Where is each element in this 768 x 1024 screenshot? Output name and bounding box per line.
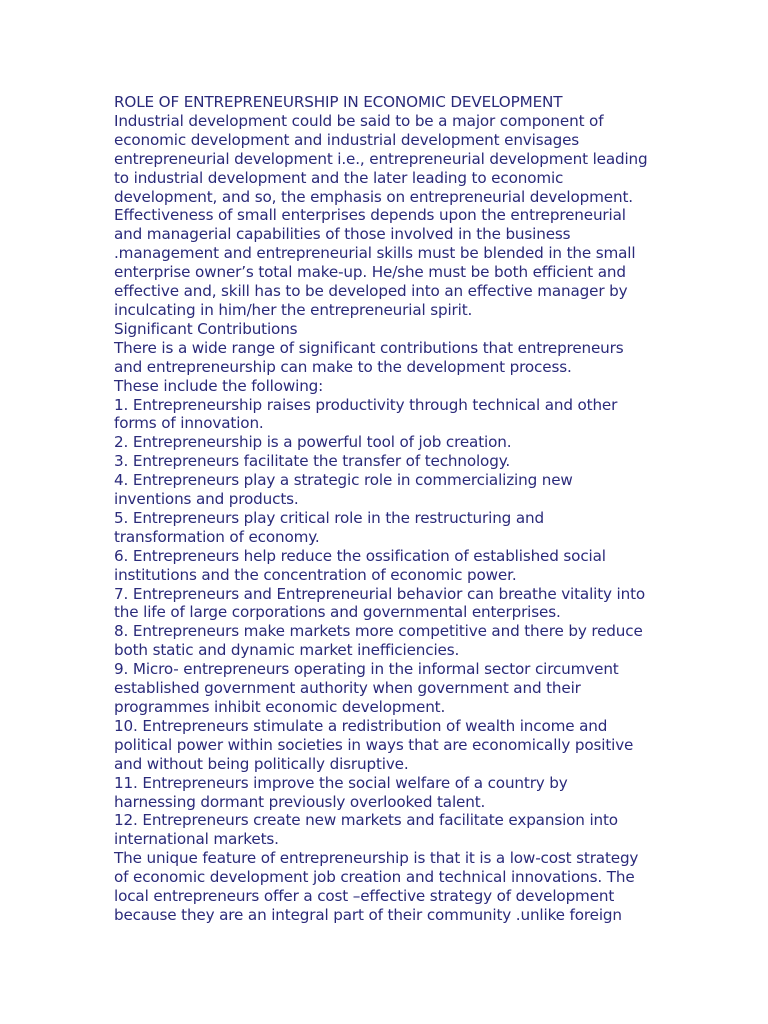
text-line: established government authority when government and their: [114, 679, 581, 698]
text-line: the life of large corporations and governmental enterprises.: [114, 603, 561, 622]
section-heading: Significant Contributions: [114, 319, 298, 338]
list-item-9: 9. Micro- entrepreneurs operating in the informal sector circumvent: [114, 660, 619, 679]
text-line: of economic development job creation and technical innovations. The: [114, 868, 635, 887]
text-line: Industrial development could be said to be a major component of: [114, 111, 604, 130]
text-line: and entrepreneurship can make to the development process.: [114, 357, 572, 376]
list-item-3: 3. Entrepreneurs facilitate the transfer of technology.: [114, 452, 511, 471]
text-line: economic development and industrial development envisages: [114, 130, 580, 149]
text-line: institutions and the concentration of economic power.: [114, 565, 517, 584]
text-line: and managerial capabilities of those involved in the business: [114, 225, 571, 244]
list-item-10: 10. Entrepreneurs stimulate a redistribution of wealth income and: [114, 716, 608, 735]
document-page: [114, 93, 674, 925]
list-item-4: 4. Entrepreneurs play a strategic role in commercializing new: [114, 471, 573, 490]
text-line: to industrial development and the later leading to economic: [114, 168, 564, 187]
text-line: programmes inhibit economic development.: [114, 698, 446, 716]
text-line: and without being politically disruptive.: [114, 754, 409, 773]
text-line: Effectiveness of small enterprises depends upon the entrepreneurial: [114, 206, 626, 225]
text-line: There is a wide range of significant contributions that entrepreneurs: [114, 338, 624, 357]
text-line: because they are an integral part of their community .unlike foreign: [114, 905, 622, 924]
text-line: harnessing dormant previously overlooked talent.: [114, 792, 486, 811]
list-item-1: 1. Entrepreneurship raises productivity through technical and other: [114, 395, 618, 414]
text-line: These include the following:: [114, 376, 324, 395]
list-item-11: 11. Entrepreneurs improve the social welfare of a country by: [114, 773, 568, 792]
text-line: .management and entrepreneurial skills must be blended in the small: [114, 244, 636, 263]
text-line: transformation of economy.: [114, 527, 320, 546]
text-line: entrepreneurial development i.e., entrepreneurial development leading: [114, 149, 648, 168]
text-line: forms of innovation.: [114, 414, 264, 433]
document-title: ROLE OF ENTREPRENEURSHIP IN ECONOMIC DEVELOPMENT: [114, 93, 563, 111]
text-line: enterprise owner’s total make-up. He/she must be both efficient and: [114, 263, 626, 282]
text-line: political power within societies in ways that are economically positive: [114, 735, 634, 754]
text-line: local entrepreneurs offer a cost –effective strategy of development: [114, 887, 615, 906]
list-item-12: 12. Entrepreneurs create new markets and facilitate expansion into: [114, 811, 618, 830]
text-line: both static and dynamic market inefficiencies.: [114, 641, 460, 660]
text-line: development, and so, the emphasis on entrepreneurial development.: [114, 187, 633, 206]
text-line: The unique feature of entrepreneurship is that it is a low-cost strategy: [114, 849, 639, 868]
list-item-8: 8. Entrepreneurs make markets more competitive and there by reduce: [114, 622, 643, 641]
list-item-7: 7. Entrepreneurs and Entrepreneurial behavior can breathe vitality into: [114, 584, 646, 603]
list-item-2: 2. Entrepreneurship is a powerful tool of job creation.: [114, 433, 512, 452]
list-item-6: 6. Entrepreneurs help reduce the ossification of established social: [114, 546, 606, 565]
text-line: international markets.: [114, 830, 279, 849]
list-item-5: 5. Entrepreneurs play critical role in the restructuring and: [114, 508, 544, 527]
text-line: effective and, skill has to be developed into an effective manager by: [114, 282, 628, 301]
text-line: inculcating in him/her the entrepreneurial spirit.: [114, 300, 473, 319]
text-line: inventions and products.: [114, 490, 299, 509]
